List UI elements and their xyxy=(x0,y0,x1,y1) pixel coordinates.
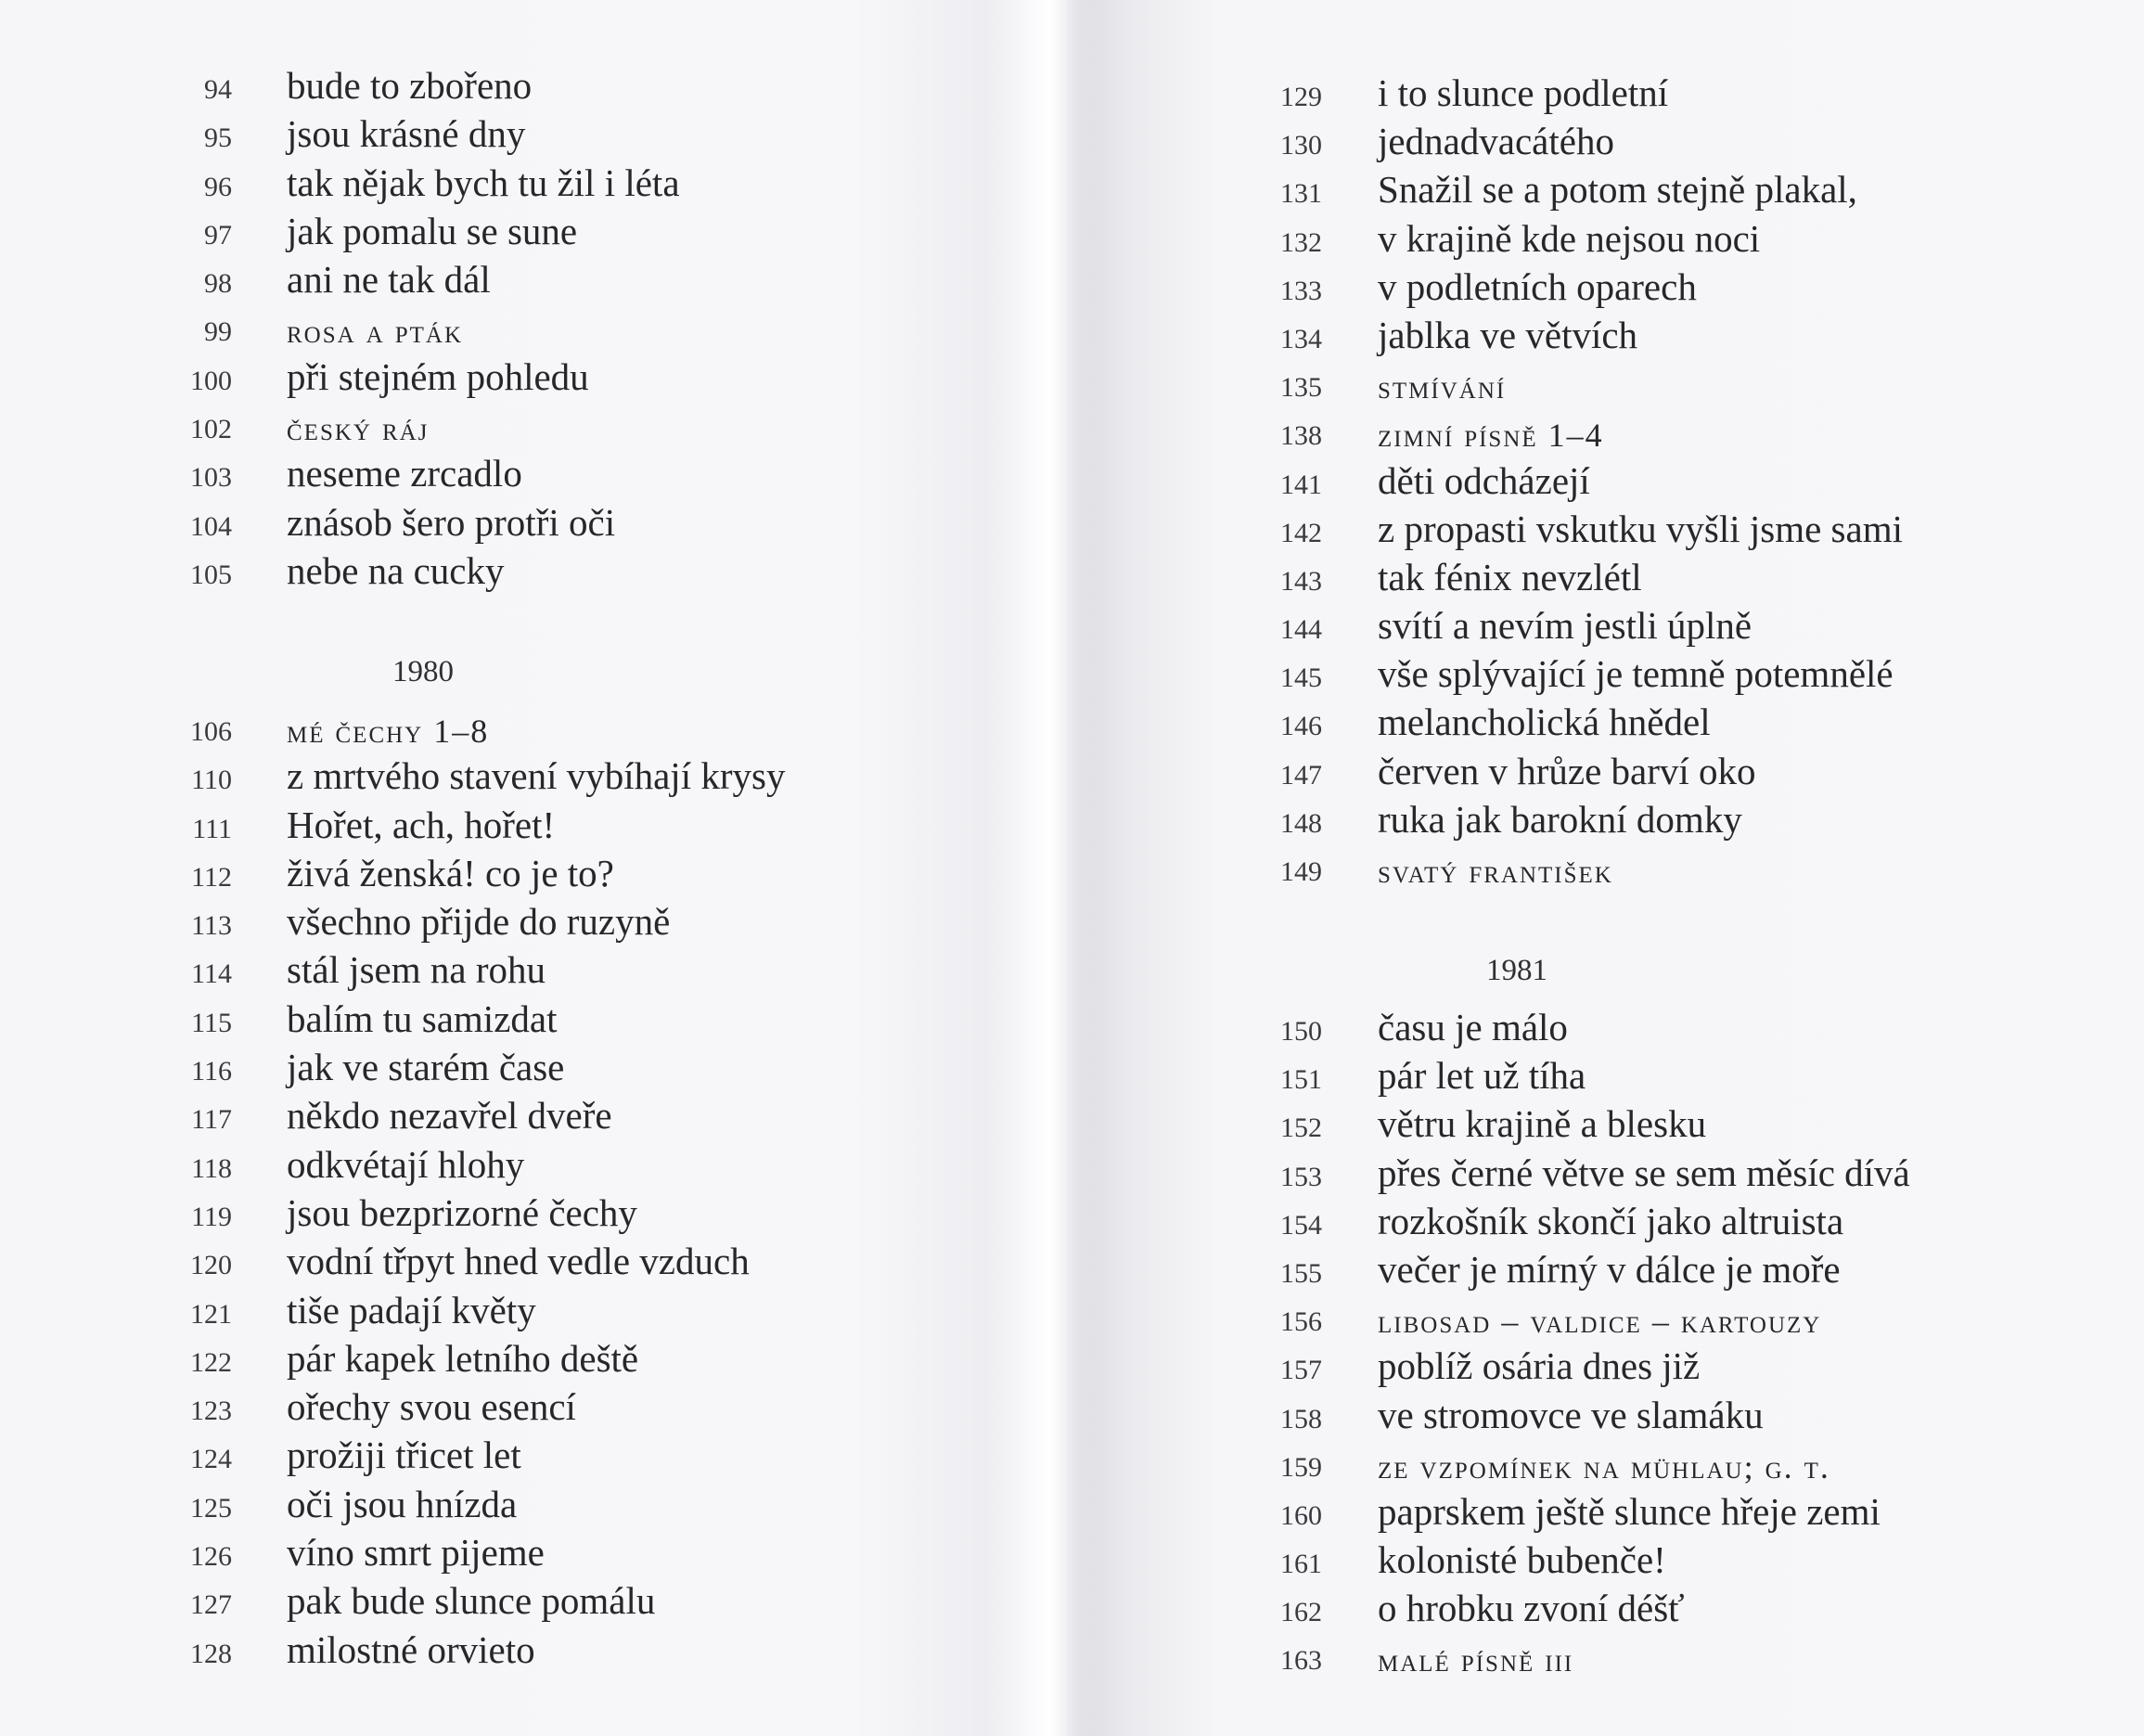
poem-title: bude to zbořeno xyxy=(287,64,533,107)
page-number: 159 xyxy=(1280,1451,1322,1483)
page-number: 157 xyxy=(1280,1355,1322,1386)
year-heading-left: 1980 xyxy=(392,655,454,688)
poem-title: pak bude slunce pomálu xyxy=(287,1579,656,1623)
book-gutter xyxy=(983,0,1104,1736)
poem-title: vše splývající je temně potemnělé xyxy=(1378,652,1894,696)
page-number: 112 xyxy=(191,861,232,893)
page-number: 119 xyxy=(191,1201,232,1232)
poem-title: stál jsem na rohu xyxy=(287,948,546,992)
poem-title: tak nějak bych tu žil i léta xyxy=(287,161,680,204)
page-number: 148 xyxy=(1280,807,1322,839)
poem-title: z propasti vskutku vyšli jsme sami xyxy=(1378,507,1903,550)
page-number: 96 xyxy=(204,171,232,202)
poem-title: děti odcházejí xyxy=(1378,458,1590,502)
page-number: 158 xyxy=(1280,1403,1322,1434)
left-page xyxy=(0,0,1067,1736)
page-number: 147 xyxy=(1280,759,1322,791)
page-number: 155 xyxy=(1280,1257,1322,1289)
page-number: 106 xyxy=(190,716,232,747)
page-number: 95 xyxy=(204,122,232,154)
poem-title: vodní třpyt hned vedle vzduch xyxy=(287,1240,750,1283)
poem-title: i to slunce podletní xyxy=(1378,71,1669,114)
poem-title: večer je mírný v dálce je moře xyxy=(1378,1247,1841,1291)
year-heading-right: 1981 xyxy=(1486,954,1547,987)
page-number: 120 xyxy=(190,1250,232,1281)
poem-title: živá ženská! co je to? xyxy=(287,851,614,894)
poem-title: všechno přijde do ruzyně xyxy=(287,900,671,944)
poem-title: nebe na cucky xyxy=(287,548,505,592)
page-number: 153 xyxy=(1280,1161,1322,1192)
page-number: 129 xyxy=(1280,82,1322,112)
page-number: 138 xyxy=(1280,420,1322,452)
page-number: 111 xyxy=(192,813,232,844)
poem-title: v krajině kde nejsou noci xyxy=(1378,216,1761,260)
poem-title: paprskem ještě slunce hřeje zemi xyxy=(1378,1489,1881,1533)
page-number: 154 xyxy=(1280,1209,1322,1241)
page-number: 143 xyxy=(1280,565,1322,597)
poem-title: milostné orvieto xyxy=(287,1627,535,1671)
page-number: 127 xyxy=(190,1589,232,1621)
poem-title: svítí a nevím jestli úplně xyxy=(1378,604,1752,648)
poem-title: jablka ve větvích xyxy=(1378,313,1638,356)
poem-title: tiše padají květy xyxy=(287,1288,536,1331)
poem-title: v podletních oparech xyxy=(1378,264,1697,308)
page-number: 103 xyxy=(190,462,232,494)
page-number: 98 xyxy=(204,268,232,300)
page-number: 99 xyxy=(204,316,232,348)
page-number: 110 xyxy=(191,765,232,796)
poem-title: jsou krásné dny xyxy=(287,112,526,156)
page-number: 145 xyxy=(1280,662,1322,694)
page-number: 134 xyxy=(1280,323,1322,354)
page-number: 160 xyxy=(1280,1499,1322,1531)
page-number: 141 xyxy=(1280,469,1322,500)
page-number: 131 xyxy=(1280,178,1322,210)
page-number: 132 xyxy=(1280,226,1322,258)
section-title: malé písně iii xyxy=(1378,1641,1574,1679)
poem-title: ořechy svou esencí xyxy=(287,1385,576,1429)
page-number: 117 xyxy=(191,1104,232,1136)
poem-title: Snažil se a potom stejně plakal, xyxy=(1378,168,1857,212)
poem-title: červen v hrůze barví oko xyxy=(1378,749,1756,792)
page-number: 161 xyxy=(1280,1549,1322,1580)
page-number: 105 xyxy=(190,559,232,590)
page-number: 100 xyxy=(190,365,232,396)
poem-title: pár kapek letního deště xyxy=(287,1336,639,1380)
page-number: 130 xyxy=(1280,130,1322,161)
poem-title: jak ve starém čase xyxy=(287,1046,565,1089)
page-number: 128 xyxy=(190,1638,232,1669)
poem-title: balím tu samizdat xyxy=(287,997,558,1040)
section-title: ze vzpomínek na mühlau; g. t. xyxy=(1378,1447,1830,1485)
poem-title: někdo nezavřel dveře xyxy=(287,1094,612,1138)
page-number: 149 xyxy=(1280,856,1322,887)
poem-title: ruka jak barokní domky xyxy=(1378,797,1742,841)
page-number: 142 xyxy=(1280,517,1322,548)
poem-title: při stejném pohledu xyxy=(287,354,589,398)
page-number: 122 xyxy=(190,1346,232,1378)
poem-title: jednadvacátého xyxy=(1378,120,1614,163)
section-title: mé čechy 1–8 xyxy=(287,713,490,750)
poem-title: víno smrt pijeme xyxy=(287,1531,545,1575)
poem-title: poblíž osária dnes již xyxy=(1378,1344,1701,1388)
poem-title: neseme zrcadlo xyxy=(287,452,522,495)
page-number: 150 xyxy=(1280,1016,1322,1047)
poem-title: z mrtvého stavení vybíhají krysy xyxy=(287,754,786,798)
page-number: 156 xyxy=(1280,1306,1322,1338)
page-number: 133 xyxy=(1280,275,1322,306)
page-number: 94 xyxy=(204,74,232,105)
page-number: 135 xyxy=(1280,372,1322,404)
page-number: 125 xyxy=(190,1492,232,1524)
page-number: 162 xyxy=(1280,1597,1322,1628)
page-number: 121 xyxy=(190,1298,232,1330)
poem-title: prožiji třicet let xyxy=(287,1434,521,1477)
page-number: 97 xyxy=(204,219,232,251)
page-number: 151 xyxy=(1280,1064,1322,1096)
page-number: 116 xyxy=(191,1056,232,1087)
page-number: 114 xyxy=(191,958,232,990)
poem-title: o hrobku zvoní déšť xyxy=(1378,1587,1685,1630)
section-title: zimní písně 1–4 xyxy=(1378,417,1604,455)
poem-title: přes černé větve se sem měsíc dívá xyxy=(1378,1151,1910,1194)
poem-title: ve stromovce ve slamáku xyxy=(1378,1393,1764,1436)
section-title: libosad – valdice – kartouzy xyxy=(1378,1303,1822,1341)
page-number: 118 xyxy=(191,1152,232,1184)
section-title: stmívání xyxy=(1378,368,1507,406)
page-number: 102 xyxy=(190,414,232,445)
poem-title: kolonisté bubenče! xyxy=(1378,1538,1666,1582)
page-number: 126 xyxy=(190,1541,232,1573)
page-number: 144 xyxy=(1280,614,1322,646)
page-number: 115 xyxy=(191,1007,232,1038)
poem-title: melancholická hnědel xyxy=(1378,701,1711,744)
poem-title: rozkošník skončí jako altruista xyxy=(1378,1199,1844,1242)
page-number: 123 xyxy=(190,1395,232,1427)
poem-title: času je málo xyxy=(1378,1006,1568,1048)
right-page xyxy=(1067,0,2144,1736)
poem-title: pár let už tíha xyxy=(1378,1054,1586,1098)
poem-title: větru krajině a blesku xyxy=(1378,1102,1707,1146)
page-number: 146 xyxy=(1280,711,1322,742)
section-title: svatý františek xyxy=(1378,853,1613,890)
poem-title: znásob šero protři oči xyxy=(287,500,616,544)
poem-title: ani ne tak dál xyxy=(287,258,491,302)
poem-title: Hořet, ach, hořet! xyxy=(287,803,556,846)
page-number: 124 xyxy=(190,1444,232,1475)
poem-title: tak fénix nevzlétl xyxy=(1378,555,1642,598)
poem-title: jak pomalu se sune xyxy=(287,209,578,252)
poem-title: jsou bezprizorné čechy xyxy=(287,1190,637,1234)
section-title: český ráj xyxy=(287,410,430,448)
page-number: 152 xyxy=(1280,1112,1322,1144)
poem-title: odkvétají hlohy xyxy=(287,1142,525,1186)
page-number: 104 xyxy=(190,510,232,542)
poem-title: oči jsou hnízda xyxy=(287,1482,518,1525)
page-number: 113 xyxy=(191,910,232,942)
section-title: rosa a pták xyxy=(287,313,464,351)
page-number: 163 xyxy=(1280,1645,1322,1677)
